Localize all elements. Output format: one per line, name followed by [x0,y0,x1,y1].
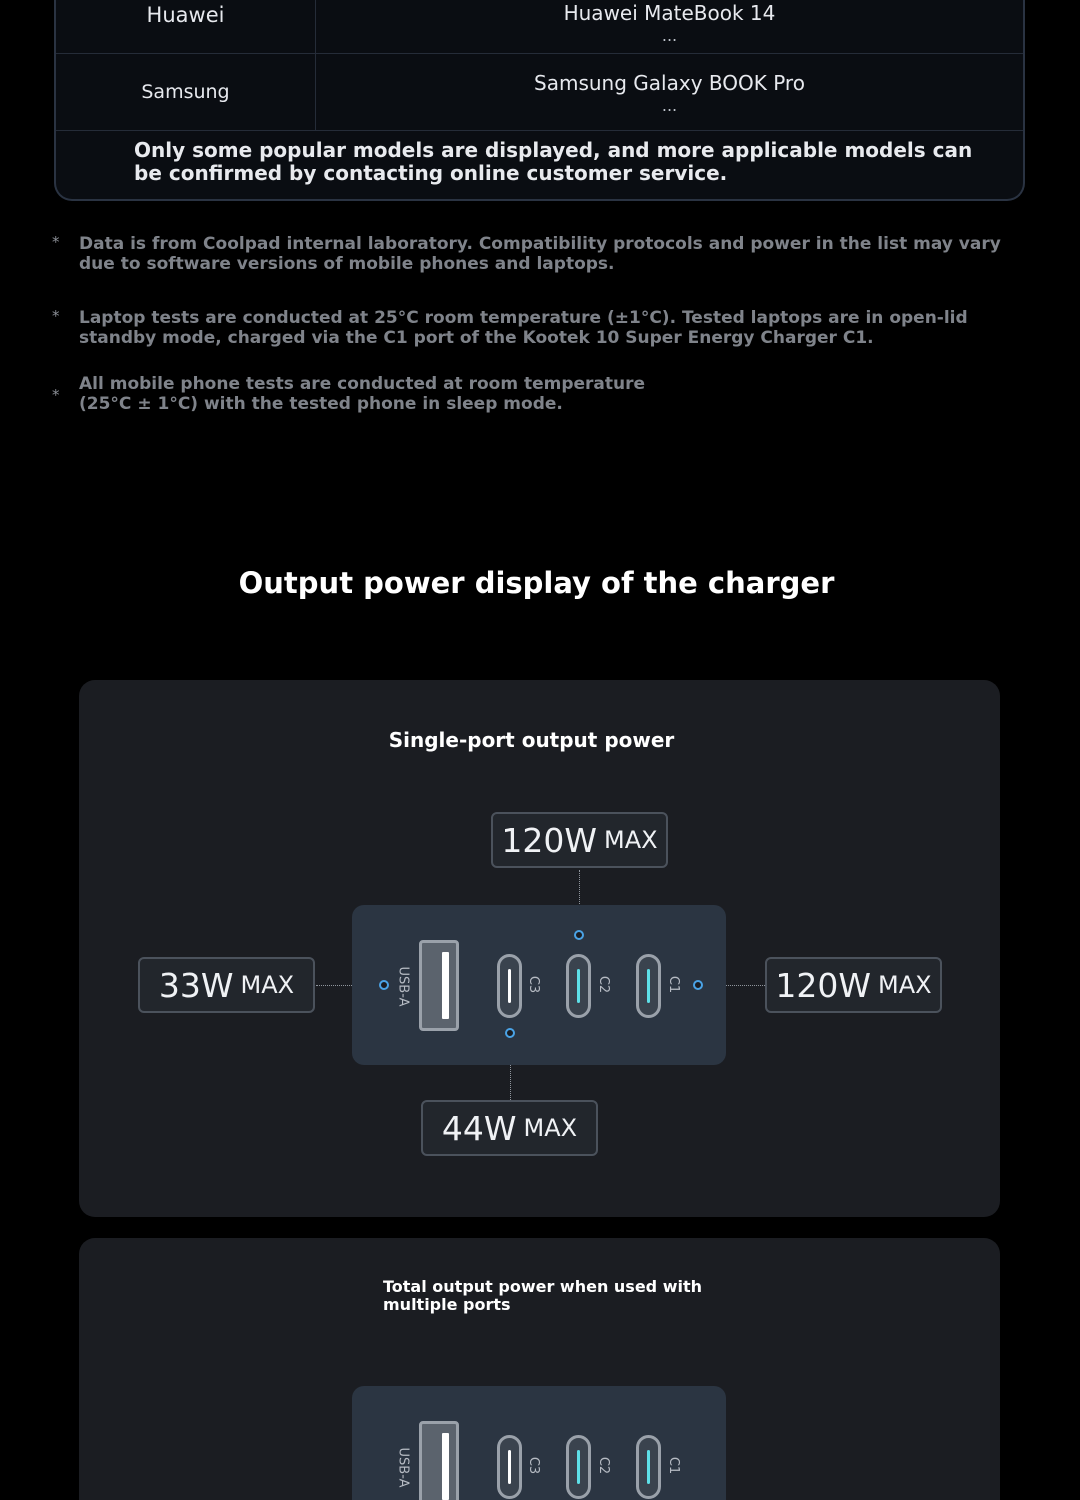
power-watts: 120W [501,820,598,860]
more-models-ellipsis: ... [661,96,678,115]
usb-a-port-icon [419,940,459,1031]
section-title: Output power display of the charger [238,566,835,600]
c3-indicator-dot [505,1028,515,1038]
footnote-text: Laptop tests are conducted at 25°C room temperature (±1°C). Tested laptops are in open-lid standby mode, charged via the C1 port of the Kootek 10 Super Energy Charger C1. [79,308,968,348]
model-name: Huawei MateBook 14 [563,1,776,25]
table-note: Only some popular models are displayed, and more applicable models can be confirmed by contacting online customer service. [134,138,973,185]
c1-indicator-dot [693,980,703,990]
footnote-mark: * [52,386,60,404]
charger-front-panel [352,1386,726,1500]
usb-c-port-icon [566,954,591,1018]
table-row [56,54,1023,131]
footnote-mark: * [52,233,60,251]
c3-power-box [421,1100,598,1156]
usba-indicator-dot [379,980,389,990]
charger-front-panel [352,905,726,1065]
card-title: Total output power when used with multiple ports [383,1277,702,1314]
port-label-c1: C1 [666,1456,682,1475]
model-cell [316,0,1023,53]
single-port-card [79,680,1000,1217]
port-label-c1: C1 [666,975,682,994]
model-name: Samsung Galaxy BOOK Pro [534,71,805,95]
power-max: MAX [240,971,295,999]
c1-power-box [765,957,942,1013]
usb-c-port-icon [566,1435,591,1499]
usb-a-port-icon [419,1421,459,1500]
brand-cell: Samsung [56,54,316,130]
power-watts: 33W [158,965,234,1005]
usb-c-port-icon [497,1435,522,1499]
multi-port-card [79,1238,1000,1500]
card-title: Single-port output power [388,728,675,752]
usb-c-port-icon [497,954,522,1018]
usb-c-port-icon [636,1435,661,1499]
power-max: MAX [523,1114,578,1142]
compatibility-table [54,0,1025,201]
port-label-c3: C3 [526,1456,542,1475]
port-label-c2: C2 [596,1456,612,1475]
c2-indicator-dot [574,930,584,940]
port-label-usba: USB-A [395,966,411,1007]
port-label-c3: C3 [526,975,542,994]
port-label-c2: C2 [596,975,612,994]
power-watts: 44W [441,1108,517,1148]
table-row [56,0,1023,54]
c2-power-box [491,812,668,868]
footnote-mark: * [52,307,60,325]
usba-power-box [138,957,315,1013]
power-watts: 120W [775,965,872,1005]
power-max: MAX [878,971,932,999]
more-models-ellipsis: ... [661,26,678,45]
power-max: MAX [604,826,658,854]
port-label-usba: USB-A [395,1447,411,1488]
brand-cell: Huawei [56,0,316,53]
footnote-text: All mobile phone tests are conducted at room temperature (25°C ± 1°C) with the tested phone in sleep mode. [79,374,646,414]
usb-c-port-icon [636,954,661,1018]
model-cell [316,54,1023,130]
footnote-text: Data is from Coolpad internal laboratory. Compatibility protocols and power in the list may vary due to software versions of mobile phones and laptops. [79,234,1001,274]
